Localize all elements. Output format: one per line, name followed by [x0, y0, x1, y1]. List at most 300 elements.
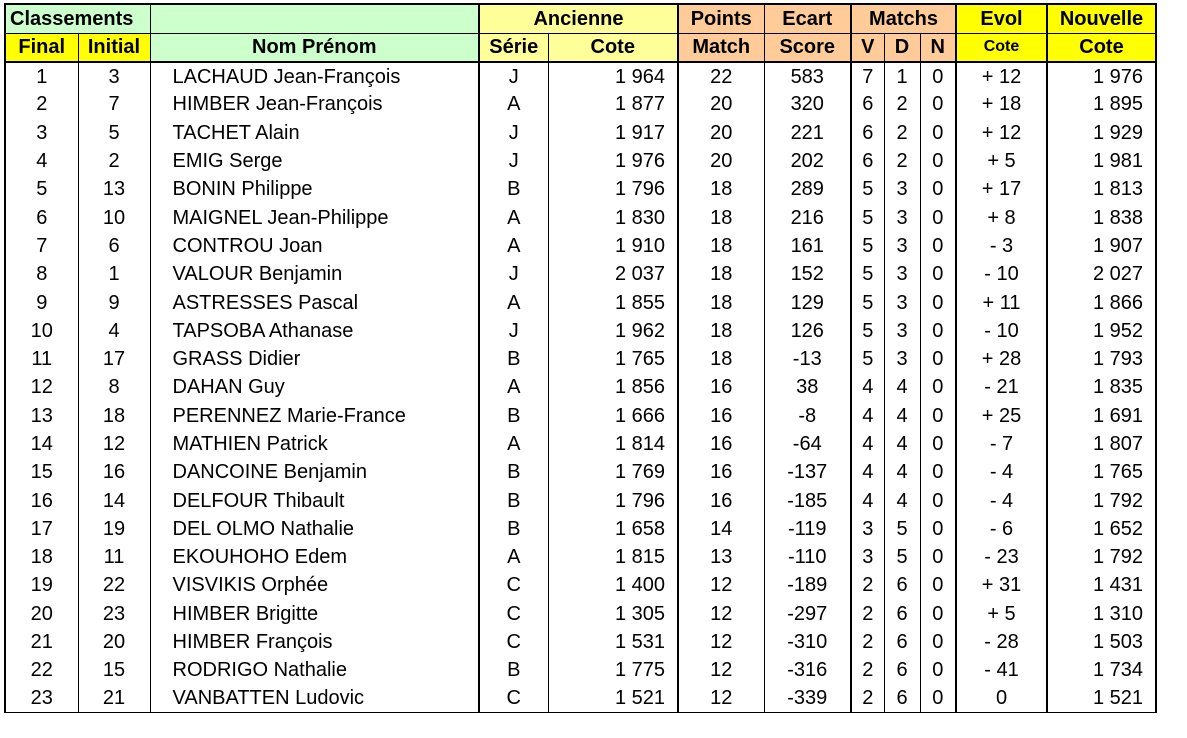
cell-serie: B: [479, 175, 548, 203]
cell-final: 23: [5, 685, 78, 713]
cell-serie: C: [479, 571, 548, 599]
cell-v: 5: [851, 175, 884, 203]
cell-name: BONIN Philippe: [150, 175, 479, 203]
cell-ecart: 129: [764, 288, 851, 316]
cell-points: 20: [678, 147, 764, 175]
cell-n: 0: [920, 90, 956, 118]
cell-initial: 3: [78, 62, 150, 90]
cell-initial: 7: [78, 90, 150, 118]
cell-v: 2: [851, 656, 884, 684]
cell-d: 3: [884, 345, 920, 373]
cell-n: 0: [920, 458, 956, 486]
cell-final: 13: [5, 402, 78, 430]
cell-initial: 1: [78, 260, 150, 288]
cell-serie: C: [479, 628, 548, 656]
cell-n: 0: [920, 317, 956, 345]
cell-d: 6: [884, 685, 920, 713]
cell-cote: 1 917: [548, 119, 678, 147]
cell-d: 2: [884, 90, 920, 118]
cell-d: 3: [884, 260, 920, 288]
cell-serie: J: [479, 317, 548, 345]
table-row: [5, 430, 1156, 458]
cell-v: 3: [851, 515, 884, 543]
header-match: Match: [678, 33, 764, 62]
cell-points: 18: [678, 260, 764, 288]
cell-evol: + 8: [956, 203, 1047, 231]
cell-final: 21: [5, 628, 78, 656]
cell-ecart: -8: [764, 402, 851, 430]
cell-nouvelle: 1 866: [1047, 288, 1156, 316]
cell-evol: - 10: [956, 260, 1047, 288]
cell-initial: 6: [78, 232, 150, 260]
cell-n: 0: [920, 515, 956, 543]
cell-v: 4: [851, 430, 884, 458]
cell-serie: A: [479, 430, 548, 458]
cell-initial: 16: [78, 458, 150, 486]
table-row: [5, 203, 1156, 231]
header-initial: Initial: [78, 33, 150, 62]
cell-name: DANCOINE Benjamin: [150, 458, 479, 486]
table-row: [5, 656, 1156, 684]
cell-name: MAIGNEL Jean-Philippe: [150, 203, 479, 231]
cell-d: 4: [884, 402, 920, 430]
cell-initial: 22: [78, 571, 150, 599]
cell-nouvelle: 1 895: [1047, 90, 1156, 118]
cell-ecart: 38: [764, 373, 851, 401]
cell-nouvelle: 2 027: [1047, 260, 1156, 288]
cell-name: VISVIKIS Orphée: [150, 571, 479, 599]
cell-nouvelle: 1 652: [1047, 515, 1156, 543]
header-evol: Evol: [956, 4, 1047, 33]
ranking-table: [4, 3, 1157, 713]
cell-ecart: -64: [764, 430, 851, 458]
cell-name: TACHET Alain: [150, 119, 479, 147]
cell-nouvelle: 1 838: [1047, 203, 1156, 231]
header-final: Final: [5, 33, 78, 62]
cell-d: 4: [884, 486, 920, 514]
cell-cote: 1 976: [548, 147, 678, 175]
cell-serie: J: [479, 62, 548, 90]
cell-name: LACHAUD Jean-François: [150, 62, 479, 90]
cell-final: 8: [5, 260, 78, 288]
cell-serie: C: [479, 685, 548, 713]
cell-cote: 1 400: [548, 571, 678, 599]
header-v: V: [851, 33, 884, 62]
cell-evol: - 6: [956, 515, 1047, 543]
cell-points: 22: [678, 62, 764, 90]
header-serie: Série: [479, 33, 548, 62]
cell-name: VANBATTEN Ludovic: [150, 685, 479, 713]
cell-v: 5: [851, 345, 884, 373]
cell-initial: 11: [78, 543, 150, 571]
cell-d: 5: [884, 543, 920, 571]
cell-d: 4: [884, 458, 920, 486]
cell-serie: B: [479, 402, 548, 430]
cell-cote: 1 830: [548, 203, 678, 231]
cell-ecart: -137: [764, 458, 851, 486]
cell-cote: 1 666: [548, 402, 678, 430]
cell-v: 5: [851, 288, 884, 316]
header-ancienne: Ancienne: [479, 4, 678, 33]
cell-nouvelle: 1 521: [1047, 685, 1156, 713]
cell-final: 6: [5, 203, 78, 231]
cell-cote: 1 531: [548, 628, 678, 656]
table-row: [5, 345, 1156, 373]
table-row: [5, 685, 1156, 713]
cell-initial: 17: [78, 345, 150, 373]
cell-final: 5: [5, 175, 78, 203]
cell-final: 2: [5, 90, 78, 118]
cell-n: 0: [920, 486, 956, 514]
cell-nouvelle: 1 807: [1047, 430, 1156, 458]
table-row: [5, 571, 1156, 599]
cell-d: 6: [884, 656, 920, 684]
cell-cote: 1 814: [548, 430, 678, 458]
cell-evol: - 10: [956, 317, 1047, 345]
cell-ecart: -339: [764, 685, 851, 713]
cell-nouvelle: 1 734: [1047, 656, 1156, 684]
cell-n: 0: [920, 147, 956, 175]
header-row-2: [5, 33, 1156, 62]
cell-cote: 1 775: [548, 656, 678, 684]
cell-initial: 23: [78, 600, 150, 628]
cell-n: 0: [920, 260, 956, 288]
cell-final: 16: [5, 486, 78, 514]
cell-v: 3: [851, 543, 884, 571]
cell-points: 18: [678, 203, 764, 231]
cell-initial: 15: [78, 656, 150, 684]
cell-points: 14: [678, 515, 764, 543]
cell-v: 5: [851, 203, 884, 231]
header-cote: Cote: [548, 33, 678, 62]
cell-serie: A: [479, 373, 548, 401]
cell-initial: 5: [78, 119, 150, 147]
cell-ecart: 221: [764, 119, 851, 147]
cell-ecart: 583: [764, 62, 851, 90]
cell-serie: B: [479, 486, 548, 514]
cell-final: 15: [5, 458, 78, 486]
header-evol-cote: Cote: [956, 33, 1047, 62]
cell-n: 0: [920, 62, 956, 90]
cell-n: 0: [920, 119, 956, 147]
cell-evol: + 12: [956, 62, 1047, 90]
cell-initial: 12: [78, 430, 150, 458]
cell-nouvelle: 1 765: [1047, 458, 1156, 486]
cell-cote: 1 521: [548, 685, 678, 713]
header-score: Score: [764, 33, 851, 62]
cell-final: 11: [5, 345, 78, 373]
cell-evol: + 18: [956, 90, 1047, 118]
header-n: N: [920, 33, 956, 62]
cell-n: 0: [920, 656, 956, 684]
cell-name: EKOUHOHO Edem: [150, 543, 479, 571]
cell-serie: A: [479, 90, 548, 118]
cell-evol: + 11: [956, 288, 1047, 316]
cell-n: 0: [920, 543, 956, 571]
cell-final: 12: [5, 373, 78, 401]
cell-v: 2: [851, 571, 884, 599]
cell-points: 18: [678, 317, 764, 345]
cell-name: DAHAN Guy: [150, 373, 479, 401]
cell-initial: 13: [78, 175, 150, 203]
table-row: [5, 175, 1156, 203]
cell-cote: 1 796: [548, 486, 678, 514]
cell-n: 0: [920, 232, 956, 260]
cell-points: 18: [678, 288, 764, 316]
cell-ecart: -189: [764, 571, 851, 599]
cell-serie: C: [479, 600, 548, 628]
cell-serie: A: [479, 232, 548, 260]
cell-cote: 1 877: [548, 90, 678, 118]
cell-ecart: 216: [764, 203, 851, 231]
cell-v: 4: [851, 373, 884, 401]
cell-n: 0: [920, 571, 956, 599]
cell-cote: 1 910: [548, 232, 678, 260]
cell-cote: 1 962: [548, 317, 678, 345]
cell-points: 16: [678, 486, 764, 514]
cell-points: 18: [678, 345, 764, 373]
cell-final: 3: [5, 119, 78, 147]
table-body: [5, 62, 1156, 713]
cell-evol: 0: [956, 685, 1047, 713]
cell-nouvelle: 1 835: [1047, 373, 1156, 401]
cell-evol: + 25: [956, 402, 1047, 430]
cell-v: 4: [851, 458, 884, 486]
cell-n: 0: [920, 402, 956, 430]
cell-v: 2: [851, 685, 884, 713]
cell-serie: B: [479, 458, 548, 486]
cell-cote: 1 964: [548, 62, 678, 90]
cell-serie: B: [479, 515, 548, 543]
cell-name: MATHIEN Patrick: [150, 430, 479, 458]
cell-cote: 1 305: [548, 600, 678, 628]
cell-nouvelle: 1 503: [1047, 628, 1156, 656]
cell-cote: 1 765: [548, 345, 678, 373]
cell-serie: B: [479, 656, 548, 684]
cell-v: 4: [851, 486, 884, 514]
cell-nouvelle: 1 691: [1047, 402, 1156, 430]
cell-evol: - 28: [956, 628, 1047, 656]
cell-name: HIMBER François: [150, 628, 479, 656]
cell-ecart: -119: [764, 515, 851, 543]
cell-final: 7: [5, 232, 78, 260]
cell-serie: A: [479, 203, 548, 231]
cell-evol: - 21: [956, 373, 1047, 401]
cell-cote: 2 037: [548, 260, 678, 288]
cell-ecart: -310: [764, 628, 851, 656]
cell-nouvelle: 1 907: [1047, 232, 1156, 260]
header-row-1: [5, 4, 1156, 33]
cell-nouvelle: 1 813: [1047, 175, 1156, 203]
cell-serie: J: [479, 260, 548, 288]
cell-ecart: 126: [764, 317, 851, 345]
cell-evol: + 17: [956, 175, 1047, 203]
cell-points: 20: [678, 119, 764, 147]
table-row: [5, 147, 1156, 175]
cell-n: 0: [920, 373, 956, 401]
cell-initial: 20: [78, 628, 150, 656]
cell-serie: J: [479, 147, 548, 175]
cell-points: 12: [678, 628, 764, 656]
cell-d: 3: [884, 203, 920, 231]
cell-n: 0: [920, 175, 956, 203]
cell-final: 20: [5, 600, 78, 628]
cell-points: 13: [678, 543, 764, 571]
cell-points: 12: [678, 685, 764, 713]
cell-ecart: 202: [764, 147, 851, 175]
cell-nouvelle: 1 952: [1047, 317, 1156, 345]
cell-ecart: 320: [764, 90, 851, 118]
cell-name: DELFOUR Thibault: [150, 486, 479, 514]
cell-nouvelle: 1 792: [1047, 543, 1156, 571]
cell-final: 4: [5, 147, 78, 175]
cell-evol: + 28: [956, 345, 1047, 373]
cell-points: 16: [678, 373, 764, 401]
cell-v: 5: [851, 317, 884, 345]
cell-evol: + 31: [956, 571, 1047, 599]
cell-evol: - 41: [956, 656, 1047, 684]
cell-cote: 1 855: [548, 288, 678, 316]
cell-initial: 19: [78, 515, 150, 543]
table-header: [5, 4, 1156, 62]
cell-d: 5: [884, 515, 920, 543]
cell-d: 3: [884, 317, 920, 345]
cell-nouvelle: 1 981: [1047, 147, 1156, 175]
cell-name: HIMBER Brigitte: [150, 600, 479, 628]
cell-evol: - 4: [956, 458, 1047, 486]
cell-ecart: 289: [764, 175, 851, 203]
cell-name: GRASS Didier: [150, 345, 479, 373]
cell-evol: - 7: [956, 430, 1047, 458]
cell-initial: 9: [78, 288, 150, 316]
cell-v: 6: [851, 90, 884, 118]
cell-points: 12: [678, 571, 764, 599]
cell-final: 14: [5, 430, 78, 458]
table-row: [5, 288, 1156, 316]
cell-n: 0: [920, 600, 956, 628]
cell-evol: + 12: [956, 119, 1047, 147]
cell-name: ASTRESSES Pascal: [150, 288, 479, 316]
cell-d: 6: [884, 571, 920, 599]
cell-final: 22: [5, 656, 78, 684]
cell-nouvelle: 1 792: [1047, 486, 1156, 514]
cell-initial: 2: [78, 147, 150, 175]
cell-d: 4: [884, 430, 920, 458]
cell-points: 16: [678, 458, 764, 486]
cell-name: PERENNEZ Marie-France: [150, 402, 479, 430]
header-ecart: Ecart: [764, 4, 851, 33]
cell-ecart: -316: [764, 656, 851, 684]
cell-points: 20: [678, 90, 764, 118]
cell-initial: 14: [78, 486, 150, 514]
cell-points: 16: [678, 430, 764, 458]
cell-final: 9: [5, 288, 78, 316]
cell-final: 10: [5, 317, 78, 345]
cell-initial: 8: [78, 373, 150, 401]
cell-v: 5: [851, 260, 884, 288]
cell-v: 6: [851, 119, 884, 147]
cell-initial: 18: [78, 402, 150, 430]
header-points: Points: [678, 4, 764, 33]
table-row: [5, 458, 1156, 486]
cell-ecart: 152: [764, 260, 851, 288]
cell-v: 6: [851, 147, 884, 175]
cell-evol: + 5: [956, 147, 1047, 175]
cell-serie: J: [479, 119, 548, 147]
cell-name: CONTROU Joan: [150, 232, 479, 260]
cell-d: 6: [884, 628, 920, 656]
cell-cote: 1 856: [548, 373, 678, 401]
cell-evol: + 5: [956, 600, 1047, 628]
cell-name: HIMBER Jean-François: [150, 90, 479, 118]
cell-points: 18: [678, 232, 764, 260]
cell-initial: 21: [78, 685, 150, 713]
cell-nouvelle: 1 929: [1047, 119, 1156, 147]
cell-d: 3: [884, 175, 920, 203]
cell-points: 12: [678, 656, 764, 684]
cell-final: 19: [5, 571, 78, 599]
cell-ecart: -13: [764, 345, 851, 373]
cell-serie: B: [479, 345, 548, 373]
cell-cote: 1 658: [548, 515, 678, 543]
table-row: [5, 515, 1156, 543]
cell-d: 6: [884, 600, 920, 628]
cell-nouvelle: 1 431: [1047, 571, 1156, 599]
cell-points: 18: [678, 175, 764, 203]
table-row: [5, 317, 1156, 345]
header-classements: Classements: [5, 4, 150, 33]
cell-n: 0: [920, 430, 956, 458]
cell-initial: 4: [78, 317, 150, 345]
cell-d: 3: [884, 288, 920, 316]
table-row: [5, 543, 1156, 571]
cell-nouvelle: 1 793: [1047, 345, 1156, 373]
table-row: [5, 600, 1156, 628]
cell-ecart: -185: [764, 486, 851, 514]
table-row: [5, 119, 1156, 147]
cell-n: 0: [920, 628, 956, 656]
table-row: [5, 628, 1156, 656]
cell-points: 12: [678, 600, 764, 628]
cell-d: 2: [884, 119, 920, 147]
cell-n: 0: [920, 288, 956, 316]
cell-initial: 10: [78, 203, 150, 231]
cell-final: 18: [5, 543, 78, 571]
cell-d: 2: [884, 147, 920, 175]
cell-evol: - 23: [956, 543, 1047, 571]
cell-nouvelle: 1 976: [1047, 62, 1156, 90]
cell-name: RODRIGO Nathalie: [150, 656, 479, 684]
table-row: [5, 62, 1156, 90]
cell-d: 1: [884, 62, 920, 90]
cell-final: 1: [5, 62, 78, 90]
cell-evol: - 4: [956, 486, 1047, 514]
cell-name: TAPSOBA Athanase: [150, 317, 479, 345]
header-d: D: [884, 33, 920, 62]
cell-points: 16: [678, 402, 764, 430]
cell-final: 17: [5, 515, 78, 543]
cell-ecart: 161: [764, 232, 851, 260]
header-nouvelle: Nouvelle: [1047, 4, 1156, 33]
cell-v: 2: [851, 600, 884, 628]
cell-nouvelle: 1 310: [1047, 600, 1156, 628]
header-nouvelle-cote: Cote: [1047, 33, 1156, 62]
table-row: [5, 402, 1156, 430]
cell-name: DEL OLMO Nathalie: [150, 515, 479, 543]
cell-d: 3: [884, 232, 920, 260]
header-nom-prenom: Nom Prénom: [150, 33, 479, 62]
table-row: [5, 232, 1156, 260]
